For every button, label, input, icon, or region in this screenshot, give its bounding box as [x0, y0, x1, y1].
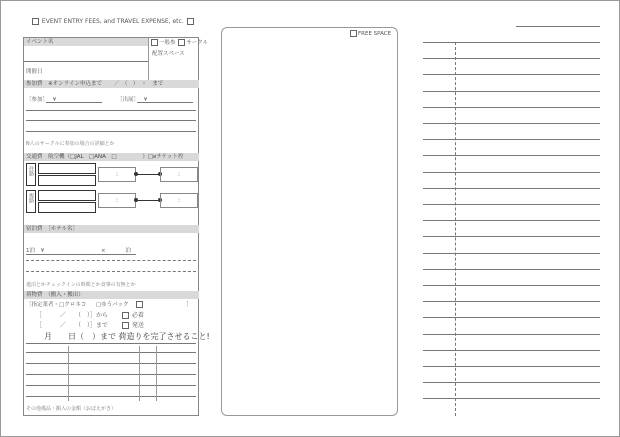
ruled-line[interactable] — [423, 139, 600, 140]
ship-row: ［ ／ （ ）］まで 発送 — [36, 322, 144, 329]
date-label: 開催日 — [26, 69, 43, 75]
return-route-1[interactable] — [38, 190, 96, 201]
general-fee-line[interactable] — [46, 102, 102, 103]
outbound-arrive-time[interactable]: : — [160, 167, 198, 182]
ruled-line[interactable] — [423, 317, 600, 318]
ruled-line[interactable] — [423, 91, 600, 92]
ship-checkbox[interactable] — [122, 322, 129, 329]
title-checkbox-left[interactable] — [32, 18, 39, 25]
space-label: 配置スペース — [152, 51, 185, 57]
circle-fee-line[interactable] — [137, 102, 193, 103]
title-text: EVENT ENTRY FEES, and TRAVEL EXPENSE, etc. — [41, 18, 184, 25]
ruled-line[interactable] — [423, 42, 600, 43]
lodging-line-1[interactable] — [26, 260, 196, 261]
fee-line-1[interactable] — [26, 110, 196, 111]
baggage-line-3[interactable] — [26, 374, 196, 375]
carrier-row: ［指定業者・□クロネコ □ゆうパック ］ — [26, 302, 192, 308]
ruled-line[interactable] — [423, 155, 600, 156]
ruled-line[interactable] — [423, 253, 600, 254]
title-checkbox-right[interactable] — [187, 18, 194, 25]
baggage-line-2[interactable] — [26, 363, 196, 364]
fee-note: N人のサークルに参加の場合の詳細とか — [26, 141, 115, 147]
circle-checkbox[interactable] — [178, 39, 185, 46]
return-label: 復路 — [28, 193, 34, 203]
ruled-line[interactable] — [423, 398, 600, 399]
lodging-calc: 1泊 ¥ × 泊 — [26, 248, 131, 254]
ruled-line[interactable] — [423, 366, 600, 367]
baggage-line-5[interactable] — [26, 396, 196, 397]
event-name-line[interactable] — [24, 61, 148, 62]
ruled-line[interactable] — [423, 58, 600, 59]
baggage-line-4[interactable] — [26, 385, 196, 386]
carrier-other-checkbox[interactable] — [136, 301, 143, 308]
packing-deadline: 月 日（ ）まで 荷造りを完了させること! — [44, 332, 210, 341]
event-name-header: イベント名 — [24, 38, 148, 46]
outbound-route-1[interactable] — [38, 163, 96, 174]
page-title — [31, 18, 195, 25]
return-dot-left — [134, 198, 138, 202]
name-line[interactable] — [516, 26, 600, 27]
lodging-header: 宿泊費 ［ホテル名］ — [24, 225, 199, 233]
ruled-line[interactable] — [423, 301, 600, 302]
ruled-line[interactable] — [423, 334, 600, 335]
ruled-line[interactable] — [423, 188, 600, 189]
ruled-line[interactable] — [423, 382, 600, 383]
ruled-line[interactable] — [423, 269, 600, 270]
ruled-line[interactable] — [423, 204, 600, 205]
right-margin-line — [455, 42, 456, 416]
return-depart-time[interactable]: : — [98, 193, 136, 208]
free-space-box[interactable] — [221, 27, 398, 416]
ruled-line[interactable] — [423, 236, 600, 237]
ruled-line[interactable] — [423, 350, 600, 351]
deadline-underline — [26, 343, 196, 344]
baggage-col-divider-1 — [68, 346, 69, 401]
fee-line-3[interactable] — [26, 131, 196, 132]
participation-type: 一般参 サークル — [150, 38, 208, 46]
ruled-line[interactable] — [423, 220, 600, 221]
arrival-row: ［ ／ （ ）］から 必着 — [36, 312, 144, 319]
circle-fee: ［出展］ ¥ — [117, 97, 148, 103]
ruled-line[interactable] — [423, 172, 600, 173]
general-fee: ［参加］ ¥ — [26, 97, 57, 103]
return-arrive-time[interactable]: : — [160, 193, 198, 208]
free-space-checkbox[interactable] — [350, 30, 357, 37]
event-divider — [148, 38, 149, 80]
general-checkbox[interactable] — [151, 39, 158, 46]
baggage-line-1[interactable] — [26, 352, 196, 353]
ruled-line[interactable] — [423, 74, 600, 75]
baggage-header: 荷物費 （搬入・搬出） — [24, 291, 199, 299]
outbound-label: 往路 — [28, 166, 34, 176]
transport-header: 交通費 航空機（□JAL □ANA □ ）□eチケット控 — [24, 153, 199, 161]
outbound-connector — [136, 174, 160, 175]
free-space-label: FREE SPACE — [349, 30, 391, 37]
outbound-depart-time[interactable]: : — [98, 167, 136, 182]
return-connector — [136, 200, 160, 201]
baggage-footer: その他備品・搬入の金額（おばえがき） — [26, 406, 117, 412]
ruled-line[interactable] — [423, 123, 600, 124]
ruled-line[interactable] — [423, 107, 600, 108]
ruled-line[interactable] — [423, 285, 600, 286]
outbound-route-2[interactable] — [38, 175, 96, 186]
must-arrive-checkbox[interactable] — [122, 312, 129, 319]
lodging-calc-line[interactable] — [26, 254, 136, 255]
fee-line-2[interactable] — [26, 120, 196, 121]
entry-fee-header: 参加費 ※オンライン申込まで ／ （ ） ・ まで — [24, 80, 199, 88]
lodging-line-2[interactable] — [26, 271, 196, 272]
baggage-col-divider-2 — [139, 346, 140, 401]
outbound-dot-left — [134, 172, 138, 176]
lodging-note: 連泊とかチェックインの時間とか食事の有無とか — [26, 282, 136, 288]
return-route-2[interactable] — [38, 202, 96, 213]
baggage-col-divider-3 — [156, 346, 157, 401]
